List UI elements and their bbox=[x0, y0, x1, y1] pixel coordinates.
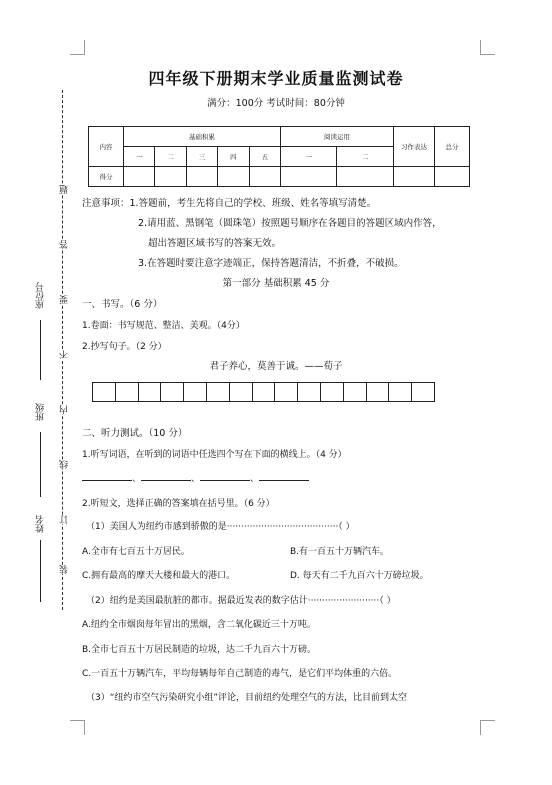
grid-cell[interactable] bbox=[252, 382, 276, 402]
writing-header: 习作表达 bbox=[394, 127, 435, 167]
grid-cell[interactable] bbox=[138, 382, 162, 402]
grid-cell[interactable] bbox=[92, 382, 116, 402]
grid-cell[interactable] bbox=[366, 382, 390, 402]
seal-char-1: 装 bbox=[60, 565, 70, 574]
name-line[interactable] bbox=[40, 540, 41, 602]
crop-mark-top-left bbox=[70, 40, 85, 55]
notes-item-3: 3.在答题时要注意字迹端正，保持答题清洁，不折叠，不破损。 bbox=[138, 258, 404, 269]
content-label: 内容 bbox=[89, 127, 124, 167]
grid-cell[interactable] bbox=[320, 382, 344, 402]
copy-sentence: 君子养心，莫善于诚。——荀子 bbox=[209, 361, 343, 372]
section-1-q2: 2.抄写句子。（2 分） bbox=[82, 342, 167, 352]
seal-char-2: 订 bbox=[60, 515, 70, 524]
total-header: 总分 bbox=[435, 127, 470, 167]
grid-cell[interactable] bbox=[183, 382, 207, 402]
grid-cell[interactable] bbox=[115, 382, 139, 402]
score-cell[interactable] bbox=[124, 167, 155, 187]
notes-item-2a: 2.请用蓝、黑钢笔（圆珠笔）按照题号顺序在各题目的答题区域内作答， bbox=[138, 218, 442, 229]
grid-cell[interactable] bbox=[229, 382, 253, 402]
sub-question-3: （3）“纽约市空气污染研究小组”评论，目前纽约处理空气的方法，比目前到太空 bbox=[86, 693, 408, 703]
dictation-blanks: 、 、 、 bbox=[82, 470, 309, 484]
option-2a: A.纽约全市烟囱每年冒出的黑烟，含二氧化碳近三十万吨。 bbox=[82, 620, 316, 630]
seal-char-3: 线 bbox=[60, 460, 70, 469]
sub-question-1: （1）美国人为纽约市感到骄傲的是·······································（ ） bbox=[86, 522, 355, 532]
dictation-blank[interactable] bbox=[200, 470, 250, 481]
option-2c: C.一百五十万辆汽车，平均每辆每年自己制造的毒气，是它们平均体重的六倍。 bbox=[82, 669, 398, 679]
notes-lead bbox=[82, 195, 376, 209]
seal-char-8: 题 bbox=[60, 185, 70, 194]
seat-number-label: 座位号 bbox=[36, 282, 46, 309]
basic-col-4: 四 bbox=[218, 147, 249, 167]
score-label: 得分 bbox=[89, 167, 124, 187]
name-label: 姓名 bbox=[36, 515, 46, 533]
score-cell[interactable] bbox=[280, 167, 337, 187]
seal-char-5: 不 bbox=[60, 350, 70, 359]
score-cell[interactable] bbox=[186, 167, 217, 187]
option-1c: C.拥有最高的摩天大楼和最大的港口。 bbox=[82, 571, 236, 581]
reading-col-1: 一 bbox=[280, 147, 337, 167]
grid-cell[interactable] bbox=[160, 382, 184, 402]
basic-col-1: 一 bbox=[124, 147, 155, 167]
seal-char-4: 内 bbox=[60, 405, 70, 414]
seal-char-6: 要 bbox=[60, 295, 70, 304]
page-title: 四年级下册期末学业质量监测试卷 bbox=[148, 69, 404, 88]
score-cell[interactable] bbox=[155, 167, 186, 187]
section-2-q2: 2.听短文，选择正确的答案填在括号里。（6 分） bbox=[82, 499, 275, 509]
crop-mark-bottom-left bbox=[70, 720, 85, 735]
grid-cell[interactable] bbox=[274, 382, 298, 402]
dictation-blank[interactable] bbox=[259, 470, 309, 481]
notes-item-2b: 超出答题区域书写的答案无效。 bbox=[148, 238, 282, 249]
notes-item-1: 1.答题前，考生先将自己的学校、班级、姓名等填写清楚。 bbox=[129, 198, 377, 209]
grid-cell[interactable] bbox=[343, 382, 367, 402]
score-cell[interactable] bbox=[249, 167, 280, 187]
seal-char-7: 答 bbox=[60, 240, 70, 249]
option-1a: A.全市有七百五十万居民。 bbox=[82, 547, 190, 557]
reading-group-header: 阅读运用 bbox=[280, 127, 393, 147]
score-cell[interactable] bbox=[435, 167, 470, 187]
section-2-q1: 1.听写词语，在听到的词语中任选四个写在下面的横线上。（4 分） bbox=[82, 450, 347, 460]
score-cell[interactable] bbox=[218, 167, 249, 187]
score-cell[interactable] bbox=[394, 167, 435, 187]
section-1-heading: 一、书写。（6 分） bbox=[82, 299, 163, 310]
basic-group-header: 基础积累 bbox=[124, 127, 281, 147]
class-line[interactable] bbox=[40, 432, 41, 497]
exam-info: 满分：100分 考试时间：80分钟 bbox=[207, 98, 345, 109]
dictation-blank[interactable] bbox=[141, 470, 191, 481]
section-1-q1: 1.卷面：书写规范、整洁、美观。（4分） bbox=[82, 321, 245, 331]
option-2b: B.全市七百五十万居民制造的垃圾，达二千九百六十万磅。 bbox=[82, 645, 317, 655]
sub-question-2: （2）纽约是美国最肮脏的都市。据最近发表的数字估计·························（ ） bbox=[86, 596, 396, 606]
score-cell[interactable] bbox=[337, 167, 394, 187]
basic-col-2: 二 bbox=[155, 147, 186, 167]
dictation-blank[interactable] bbox=[82, 470, 132, 481]
basic-col-5: 五 bbox=[249, 147, 280, 167]
section-2-heading: 二、听力测试。（10 分） bbox=[82, 428, 188, 439]
grid-cell[interactable] bbox=[297, 382, 321, 402]
notes-lead-text: 注意事项： bbox=[82, 198, 130, 209]
crop-mark-top-right bbox=[480, 40, 495, 55]
copy-writing-grid[interactable] bbox=[93, 382, 435, 402]
reading-col-2: 二 bbox=[337, 147, 394, 167]
basic-col-3: 三 bbox=[186, 147, 217, 167]
part-one-heading: 第一部分 基础积累 45 分 bbox=[222, 278, 330, 289]
class-label: 班级 bbox=[36, 403, 46, 421]
grid-cell[interactable] bbox=[411, 382, 435, 402]
grid-cell[interactable] bbox=[388, 382, 412, 402]
crop-mark-bottom-right bbox=[480, 720, 495, 735]
option-1d: D. 每天有二千九百六十万磅垃圾。 bbox=[290, 571, 429, 581]
grid-cell[interactable] bbox=[206, 382, 230, 402]
score-table bbox=[88, 126, 470, 187]
option-1b: B.有一百五十万辆汽车。 bbox=[290, 547, 390, 557]
